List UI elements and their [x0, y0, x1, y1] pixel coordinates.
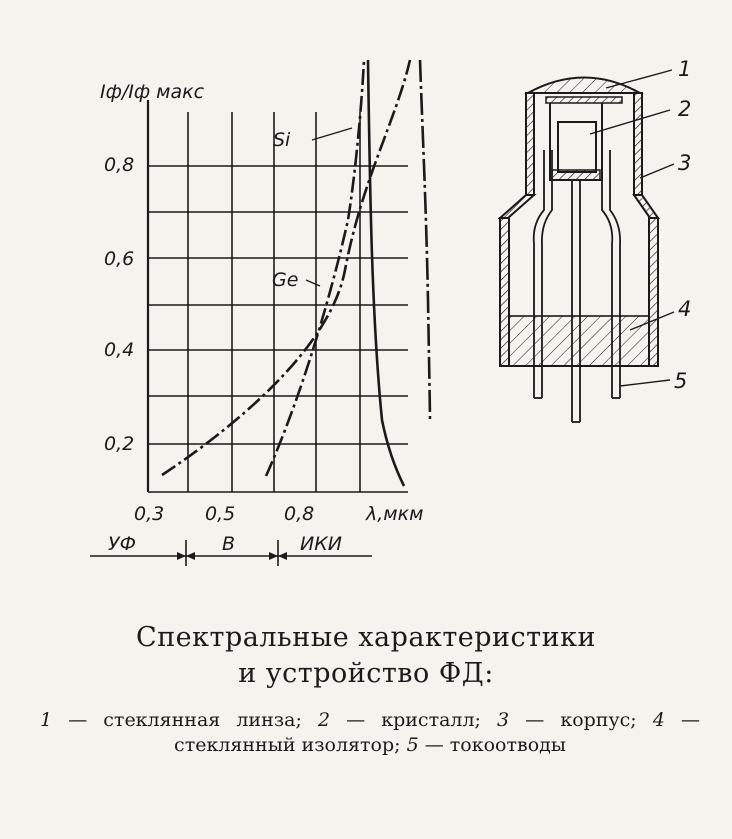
crystal: [558, 122, 596, 172]
si-curve-label: Si: [273, 129, 291, 151]
caption-title-line1: Спектральные характеристики: [136, 622, 596, 653]
legend-num: 3: [497, 709, 510, 731]
device-callouts: [674, 57, 691, 393]
y-tick-label: 0,4: [104, 339, 135, 361]
si-label-leader: [312, 128, 352, 140]
callout-1: 1: [678, 57, 692, 81]
band-visible-label: В: [222, 533, 236, 555]
caption-legend: [40, 708, 700, 758]
y-tick-label: 0,6: [104, 248, 135, 270]
legend-text: — стеклянный изолятор;: [174, 709, 700, 756]
body-right-wall: [649, 218, 658, 366]
spectral-chart: [90, 60, 430, 566]
crystal-holder-bottom: [552, 170, 600, 180]
x-tick-label: 0,5: [205, 503, 236, 525]
callout-5: 5: [674, 369, 688, 393]
callout-4: 4: [678, 297, 692, 321]
band-uv-label: УФ: [108, 533, 136, 555]
arrowhead: [278, 552, 287, 560]
legend-num: 5: [406, 734, 419, 756]
body-shoulder-left: [500, 195, 534, 218]
arrowhead: [269, 552, 278, 560]
callout-leader-1: [606, 70, 672, 88]
x-axis-title: λ,мкм: [366, 503, 424, 525]
legend-num: 4: [652, 709, 665, 731]
x-tick-label: 0,3: [134, 503, 165, 525]
photodiode-drawing: [500, 70, 674, 422]
glass-lens: [528, 78, 640, 94]
body-shoulder-right: [634, 195, 658, 218]
glass-insulator: [509, 316, 649, 366]
y-axis-title: Iф/Iф макс: [100, 81, 205, 103]
legend-text: — корпус;: [509, 709, 653, 731]
ge-cutoff-curve: [368, 60, 404, 486]
ge-curve-label: Ge: [272, 269, 299, 291]
ge-curve: [266, 60, 364, 476]
legend-text: — кристалл;: [330, 709, 498, 731]
legend-text: — стеклянная линза;: [52, 709, 318, 731]
legend-text: — токоотводы: [418, 734, 566, 756]
caption-title-line2: и устройство ФД:: [238, 658, 494, 689]
legend-num: 1: [40, 709, 53, 731]
callout-leader-5: [620, 380, 670, 386]
cap-right-wall: [634, 93, 642, 195]
arrowhead: [177, 552, 186, 560]
body-left-wall: [500, 218, 509, 366]
inner-frame: [546, 97, 622, 103]
callout-leader-3: [640, 164, 674, 178]
si-cutoff-curve: [420, 60, 430, 420]
callout-2: 2: [678, 97, 692, 121]
x-tick-label: 0,8: [284, 503, 315, 525]
legend-num: 2: [317, 709, 331, 731]
callout-3: 3: [678, 151, 692, 175]
y-tick-label: 0,8: [104, 154, 135, 176]
y-tick-label: 0,2: [104, 433, 135, 455]
spectral-bands: [90, 533, 372, 566]
ge-label-leader: [306, 280, 320, 286]
band-ir-label: ИКИ: [300, 533, 342, 555]
lead-center: [572, 180, 580, 422]
cap-left-wall: [526, 93, 534, 195]
arrowhead: [186, 552, 195, 560]
